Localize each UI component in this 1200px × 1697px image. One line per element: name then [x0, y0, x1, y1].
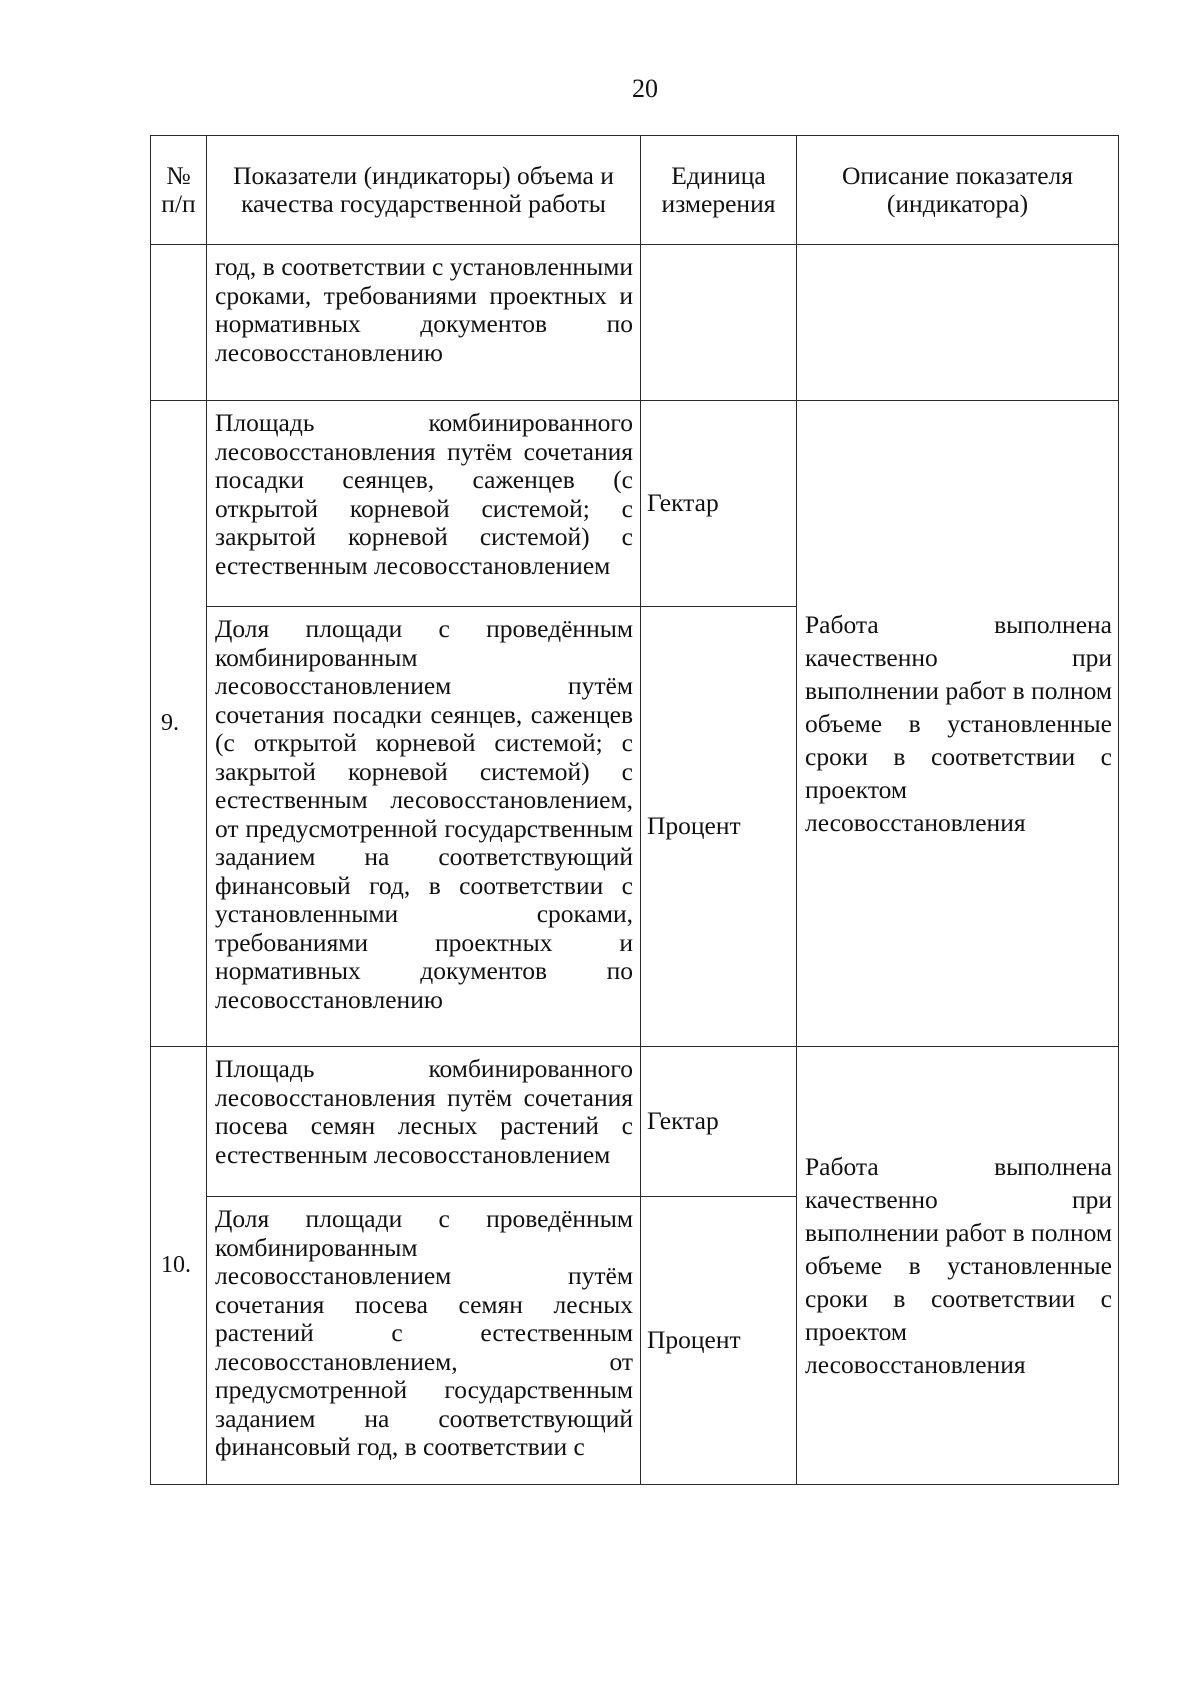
table-header-row — [151, 136, 1119, 245]
row9-area-indicator-cell — [207, 401, 641, 607]
row10-area-indicator-cell — [207, 1047, 641, 1197]
row10-num: 10. — [151, 1047, 207, 1485]
row9-share-indicator-cell — [207, 607, 641, 1047]
header-unit: Единица измерения — [641, 136, 797, 245]
table-row-10-area — [151, 1047, 1119, 1197]
row10-area-unit: Гектар — [641, 1047, 797, 1197]
header-indicator: Показатели (индикаторы) объема и качества государственной работы — [207, 136, 641, 245]
row9-description-cell — [797, 401, 1119, 1047]
row9-share-indicator-text: Доля площади с проведённым комбинированным лесовосстановлением путём сочетания посадки сеянцев, саженцев (с открытой корневой системой; с закрытой корневой системой) с естественным лесовосстановлением, от предусмотренной государственным заданием на соответствующий финансовый год, в соответствии с установленными сроками, требованиями проектных и нормативных документов по лесовосстановлению — [215, 614, 633, 1014]
continuation-description-cell — [797, 245, 1119, 401]
indicators-table — [150, 135, 1119, 1485]
row10-description-text: Работа выполнена качественно при выполнении работ в полном объеме в установленные сроки в соответствии с проектом лесовосстановления — [805, 1152, 1112, 1379]
row9-area-indicator-text: Площадь комбинированного лесовосстановления путём сочетания посадки сеянцев, саженцев (с открытой корневой системой; с закрытой корневой системой) с естественным лесовосстановлением — [215, 408, 633, 580]
row10-share-indicator-text: Доля площади с проведённым комбинированным лесовосстановлением путём сочетания посева семян лесных растений с естественным лесовосстановлением, от предусмотренной государственным заданием на соответствующий финансовый год, в соответствии с — [215, 1204, 633, 1461]
row9-area-unit: Гектар — [641, 401, 797, 607]
table-row-9-area — [151, 401, 1119, 607]
continuation-indicator-text: год, в соответствии с установленными сроками, требованиями проектных и нормативных документов по лесовосстановлению — [215, 252, 633, 367]
page-number: 20 — [632, 74, 658, 103]
row10-area-indicator-text: Площадь комбинированного лесовосстановления путём сочетания посева семян лесных растений с естественным лесовосстановлением — [215, 1054, 633, 1169]
table-row-continuation — [151, 245, 1119, 401]
header-num: № п/п — [151, 136, 207, 245]
row9-num: 9. — [151, 401, 207, 1047]
header-description: Описание показателя (индикатора) — [797, 136, 1119, 245]
row10-share-indicator-cell — [207, 1197, 641, 1485]
continuation-indicator-cell — [207, 245, 641, 401]
row10-share-unit: Процент — [641, 1197, 797, 1485]
continuation-num-cell — [151, 245, 207, 401]
row9-share-unit: Процент — [641, 607, 797, 1047]
row9-description-text: Работа выполнена качественно при выполнении работ в полном объеме в установленные сроки в соответствии с проектом лесовосстановления — [805, 610, 1112, 837]
continuation-unit-cell — [641, 245, 797, 401]
row10-description-cell — [797, 1047, 1119, 1485]
